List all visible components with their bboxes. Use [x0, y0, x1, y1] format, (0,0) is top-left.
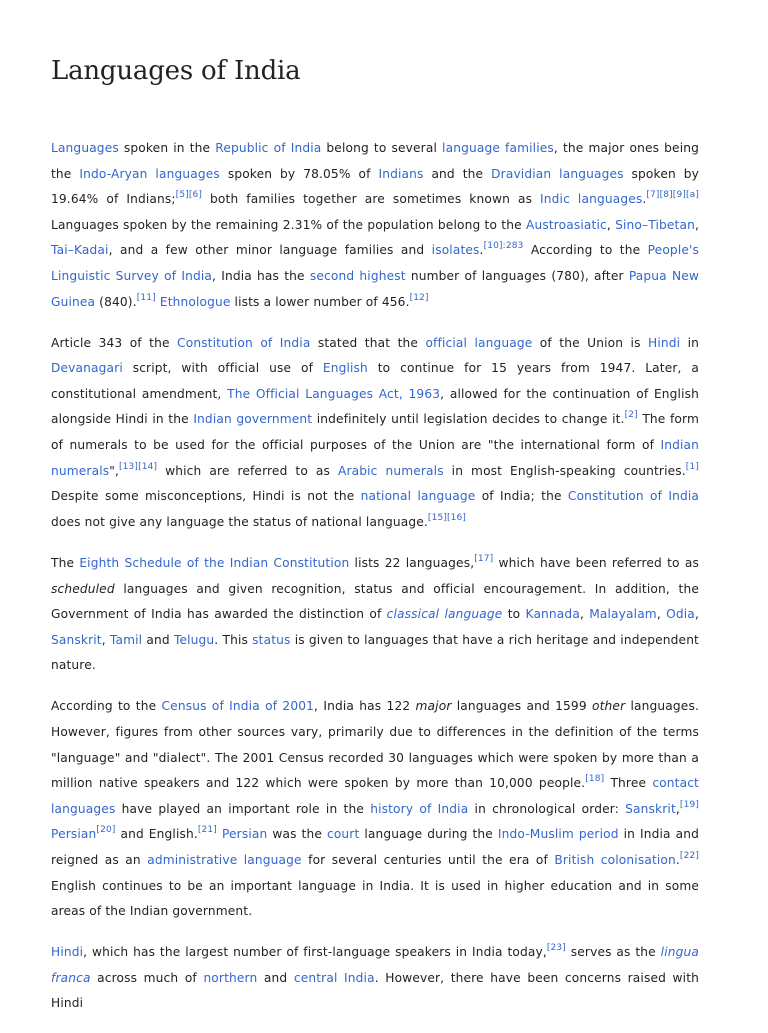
text-run: indefinitely until legislation decides to change it. [312, 412, 625, 427]
text-run: ", [109, 463, 120, 478]
link-indians[interactable]: Indians [378, 166, 424, 181]
text-run: Languages spoken by the remaining 2.31% of the population belong to the [51, 217, 526, 232]
text-run: which have been referred to as [493, 555, 699, 570]
citation-link[interactable]: [23] [546, 943, 566, 954]
citation-13-14[interactable] [119, 462, 157, 472]
text-run: , [656, 607, 667, 622]
text-run: serves as the [565, 945, 661, 960]
link-official-language[interactable]: official language [425, 335, 533, 350]
link-sanskrit[interactable]: Sanskrit [51, 632, 102, 647]
text-run: language during the [359, 827, 498, 842]
link-central-india[interactable]: central India [293, 970, 375, 985]
text-run: in chronological order: [468, 801, 626, 816]
citation-10-283[interactable] [484, 241, 524, 251]
text-run: The [51, 555, 80, 570]
text-run: in most English-speaking countries. [443, 463, 686, 478]
text-run: and English. [115, 827, 198, 842]
paragraph-intro [51, 136, 699, 315]
text-run: belong to several [321, 141, 443, 155]
link-the-official-languages-act-1963[interactable]: The Official Languages Act, 1963 [227, 386, 441, 401]
text-run: was the [267, 827, 327, 842]
link-hindi[interactable]: Hindi [648, 335, 681, 350]
text-run: . This [214, 632, 253, 647]
link-court[interactable]: court [326, 827, 360, 842]
text-run: English continues to be an important language in India. It is used in higher education and in some areas of the Indian government. [51, 878, 699, 919]
citation-link[interactable]: [2] [624, 410, 638, 421]
link-classical-language[interactable]: classical language [386, 607, 503, 622]
link-persian[interactable]: Persian [51, 827, 97, 842]
paragraph-census [51, 694, 699, 924]
citation-19[interactable] [680, 800, 699, 810]
link-lingua-franca[interactable]: lingua franca [51, 945, 699, 985]
citation-link[interactable]: [18] [585, 774, 605, 785]
link-indo-aryan-languages[interactable]: Indo-Aryan languages [79, 166, 220, 181]
link-status[interactable]: status [252, 632, 291, 647]
citation-1[interactable] [686, 462, 699, 472]
text-run: in India and reigned as an [51, 827, 699, 867]
emphasis-scheduled: scheduled [51, 581, 115, 596]
article-body [51, 136, 699, 1033]
text-run: spoken by 19.64% of Indians; [51, 166, 700, 207]
page-title: Languages of India [51, 56, 301, 86]
citation-21[interactable] [198, 825, 217, 835]
link-english[interactable]: English [322, 361, 368, 376]
text-run: , [694, 217, 699, 232]
text-run: , the major ones being the [51, 141, 699, 181]
text-run: of India; the [475, 489, 568, 504]
text-run: languages and given recognition, status and official encouragement. In addition, the Government of India has awarded the distinction of [51, 581, 699, 622]
citation-link[interactable]: [12] [409, 292, 429, 303]
link-republic-of-india[interactable]: Republic of India [215, 141, 322, 155]
text-run: lists 22 languages, [349, 555, 475, 570]
text-run: According to the [523, 243, 648, 258]
citation-link[interactable]: [20] [96, 825, 116, 836]
text-run: spoken by 78.05% of [219, 166, 379, 181]
link-people-s-linguistic-survey-of-india[interactable]: People's Linguistic Survey of India [51, 243, 699, 283]
citation-link[interactable]: [19] [679, 799, 699, 810]
link-austroasiatic[interactable]: Austroasiatic [525, 217, 607, 232]
link-tamil[interactable]: Tamil [109, 632, 143, 647]
text-run: , [694, 607, 699, 622]
citation-12[interactable] [410, 293, 429, 303]
link-second-highest[interactable]: second highest [309, 268, 406, 283]
text-run: The form of numerals to be used for the official purposes of the Union are "the international form of [51, 412, 699, 453]
text-run: spoken in the [118, 141, 216, 155]
link-tai-kadai[interactable]: Tai–Kadai [51, 243, 109, 258]
link-papua-new-guinea[interactable]: Papua New Guinea [51, 268, 699, 309]
text-run: languages. However, figures from other sources vary, primarily due to differences in the definition of the terms "language" and "dialect". The 2001 Census recorded 30 languages which were spoken by more than a million native speakers and 122 which were spoken by more than 10,000 people. [51, 699, 699, 791]
link-arabic-numerals[interactable]: Arabic numerals [337, 463, 444, 478]
link-languages[interactable]: Languages [51, 141, 119, 155]
citation-7-8-9-a[interactable] [646, 190, 699, 200]
text-run: Despite some misconceptions, Hindi is not the [51, 489, 361, 504]
text-run: does not give any language the status of national language. [51, 514, 428, 529]
text-run: According to the [51, 699, 162, 714]
text-run: , which has the largest number of first-language speakers in India today, [83, 945, 547, 960]
link-indic-languages[interactable]: Indic languages [540, 192, 643, 207]
text-run: . However, there have been concerns raised with Hindi [51, 970, 699, 1011]
link-language-families[interactable]: language families [442, 141, 554, 155]
text-run: for several centuries until the era of [301, 852, 555, 867]
text-run: , [675, 801, 680, 816]
citation-link[interactable]: [13][14] [119, 461, 158, 472]
text-run: Article 343 of the [51, 335, 178, 350]
citation-20[interactable] [96, 825, 115, 835]
text-run: , India has the [212, 268, 310, 283]
citation-link[interactable]: [5][6] [175, 190, 203, 201]
text-run: and [257, 970, 294, 985]
link-administrative-language[interactable]: administrative language [147, 852, 302, 867]
link-isolates[interactable]: isolates [431, 243, 480, 258]
citation-11[interactable] [137, 293, 156, 303]
text-run: , [101, 632, 110, 647]
text-run: Three [604, 776, 653, 791]
text-run: to [502, 607, 526, 622]
link-indian-government[interactable]: Indian government [193, 412, 313, 427]
link-kannada[interactable]: Kannada [525, 607, 580, 622]
text-run: of the Union is [532, 335, 648, 350]
citation-2[interactable] [625, 410, 638, 420]
text-run: stated that the [310, 335, 426, 350]
text-run: across much of [90, 970, 204, 985]
link-constitution-of-india[interactable]: Constitution of India [177, 335, 311, 350]
link-indo-muslim-period[interactable]: Indo-Muslim period [497, 827, 619, 842]
text-run: languages and 1599 [451, 699, 593, 714]
link-malayalam[interactable]: Malayalam [589, 607, 657, 622]
link-british-colonisation[interactable]: British colonisation [554, 852, 676, 867]
paragraph-official-language [51, 331, 699, 536]
paragraph-hindi [51, 940, 699, 1017]
text-run: , [579, 607, 590, 622]
link-constitution-of-india[interactable]: Constitution of India [567, 489, 699, 504]
text-run: and the [423, 166, 492, 181]
link-history-of-india[interactable]: history of India [370, 801, 469, 816]
citation-link[interactable]: [11] [136, 292, 156, 303]
link-contact-languages[interactable]: contact languages [51, 776, 699, 816]
text-run: in [680, 335, 699, 350]
text-run: lists a lower number of 456. [230, 294, 410, 309]
paragraph-eighth-schedule [51, 551, 699, 679]
link-ethnologue[interactable]: Ethnologue [159, 294, 231, 309]
link-national-language[interactable]: national language [360, 489, 476, 504]
emphasis-other: other [592, 699, 626, 714]
link-northern[interactable]: northern [203, 970, 258, 985]
link-devanagari[interactable]: Devanagari [51, 361, 123, 376]
citation-22[interactable] [680, 851, 699, 861]
link-sino-tibetan[interactable]: Sino–Tibetan [615, 217, 695, 232]
text-run: (840). [95, 294, 137, 309]
text-run: . [479, 243, 484, 258]
text-run: script, with official use of [122, 361, 323, 376]
link-odia[interactable]: Odia [666, 607, 695, 622]
link-indian-numerals[interactable]: Indian numerals [51, 438, 699, 478]
link-hindi[interactable]: Hindi [51, 945, 84, 960]
link-census-of-india-of-2001[interactable]: Census of India of 2001 [161, 699, 315, 714]
text-run: both families together are sometimes known as [202, 192, 541, 207]
link-telugu[interactable]: Telugu [173, 632, 215, 647]
citation-link[interactable]: [15][16] [427, 512, 467, 523]
text-run: to continue for 15 years from 1947. Later, a constitutional amendment, [51, 361, 699, 401]
citation-link[interactable]: [10]:283 [483, 241, 524, 252]
citation-17[interactable] [474, 554, 493, 564]
text-run: is given to languages that have a rich heritage and independent nature. [51, 632, 699, 673]
text-run: , India has 122 [314, 699, 416, 714]
citation-5-6[interactable] [176, 190, 202, 200]
citation-link[interactable]: [7][8][9][a] [646, 190, 699, 201]
text-run: . [642, 192, 647, 207]
text-run: , and a few other minor language families and [108, 243, 432, 258]
citation-18[interactable] [585, 774, 604, 784]
citation-link[interactable]: [22] [679, 850, 699, 861]
emphasis-major: major [415, 699, 452, 714]
text-run: , [606, 217, 616, 232]
citation-link[interactable]: [17] [474, 553, 494, 564]
citation-link[interactable]: [21] [197, 825, 217, 836]
text-run: . [675, 852, 680, 867]
citation-15-16[interactable] [428, 513, 466, 523]
text-run: , allowed for the continuation of English alongside Hindi in the [51, 386, 700, 427]
citation-23[interactable] [547, 943, 566, 953]
citation-link[interactable]: [1] [685, 461, 699, 472]
link-eighth-schedule-of-the-indian-constitution[interactable]: Eighth Schedule of the Indian Constitution [79, 555, 350, 570]
text-run: which are referred to as [157, 463, 338, 478]
text-run: number of languages (780), after [405, 268, 629, 283]
link-sanskrit[interactable]: Sanskrit [625, 801, 676, 816]
text-run: have played an important role in the [115, 801, 371, 816]
link-persian[interactable]: Persian [221, 827, 268, 842]
link-dravidian-languages[interactable]: Dravidian languages [491, 166, 624, 181]
text-run: and [142, 632, 174, 647]
